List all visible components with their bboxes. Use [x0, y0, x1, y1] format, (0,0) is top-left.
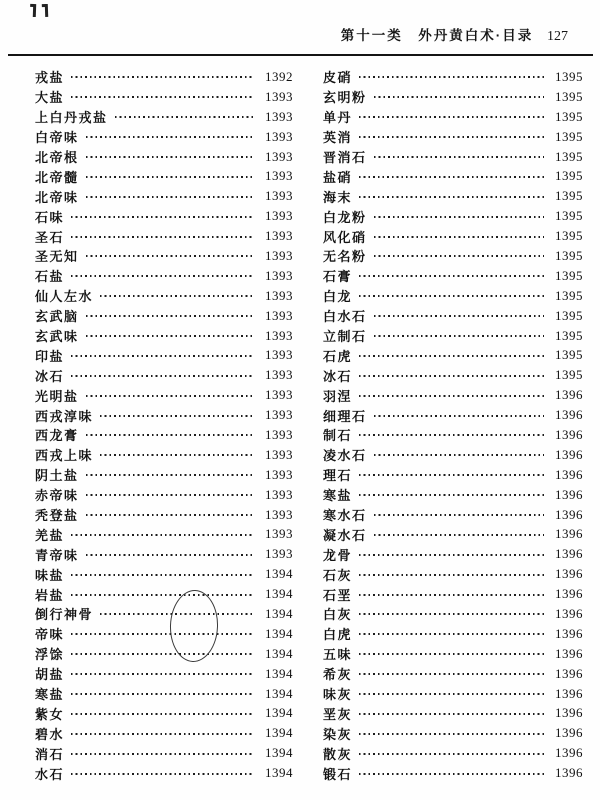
toc-entry-term: 味灰 [323, 687, 353, 703]
dot-leader [86, 156, 254, 158]
toc-entry-page: 1395 [555, 367, 583, 383]
toc-entry-page: 1396 [555, 625, 583, 641]
dot-leader [71, 236, 254, 238]
toc-entry-page: 1395 [555, 287, 583, 303]
toc-entry [323, 485, 583, 505]
toc-entry-term: 阴土盐 [35, 468, 79, 484]
dot-leader [374, 236, 544, 238]
toc-column-left [35, 67, 293, 783]
toc-entry-page: 1393 [265, 188, 293, 204]
toc-entry-term: 无名粉 [323, 249, 367, 265]
toc-entry-term: 盐硝 [323, 169, 353, 185]
toc-entry [35, 743, 293, 763]
toc-entry-term: 圣石 [35, 229, 65, 245]
toc-entry-term: 石灰 [323, 567, 353, 583]
toc-entry [323, 604, 583, 624]
dot-leader [71, 216, 254, 218]
toc-entry [323, 704, 583, 724]
dot-leader [359, 494, 544, 496]
dot-leader [86, 514, 254, 516]
dot-leader [71, 693, 254, 695]
toc-entry [323, 544, 583, 564]
toc-entry-page: 1394 [265, 566, 293, 582]
toc-entry-term: 石味 [35, 209, 65, 225]
dot-leader [374, 216, 544, 218]
dot-leader [71, 534, 254, 536]
toc-entry [35, 326, 293, 346]
toc-entry [323, 147, 583, 167]
toc-entry-page: 1396 [555, 506, 583, 522]
header-rule [8, 54, 593, 56]
toc-entry [35, 345, 293, 365]
toc-entry-page: 1393 [265, 208, 293, 224]
dot-leader [115, 116, 254, 118]
toc-entry-page: 1395 [555, 347, 583, 363]
toc-entry-page: 1396 [555, 566, 583, 582]
toc-entry-page: 1393 [265, 526, 293, 542]
dot-leader [374, 255, 544, 257]
toc-entry-page: 1395 [555, 307, 583, 323]
toc-entry-term: 石盐 [35, 269, 65, 285]
toc-entry-term: 寒盐 [323, 488, 353, 504]
toc-entry-term: 制石 [323, 428, 353, 444]
toc-entry-page: 1393 [265, 506, 293, 522]
toc-entry [35, 624, 293, 644]
toc-entry-term: 西戎上味 [35, 448, 94, 464]
toc-entry-term: 晋消石 [323, 150, 367, 165]
toc-entry [323, 624, 583, 644]
dot-leader [71, 574, 254, 576]
toc-entry-term: 青帝味 [35, 547, 79, 563]
toc-entry-term: 石膏 [323, 269, 353, 285]
toc-entry-page: 1393 [265, 407, 293, 423]
dot-leader [86, 136, 254, 138]
toc-entry-page: 1396 [555, 605, 583, 621]
dot-leader [359, 474, 544, 476]
toc-entry [35, 306, 293, 326]
toc-entry-term: 英消 [323, 130, 353, 146]
toc-entry [323, 405, 583, 425]
toc-entry [323, 365, 583, 385]
toc-entry-term: 立制石 [323, 329, 367, 345]
toc-column-right [323, 67, 583, 783]
toc-entry-page: 1394 [265, 705, 293, 721]
toc-entry [323, 664, 583, 684]
toc-entry [35, 524, 293, 544]
dot-leader [86, 335, 254, 337]
toc-entry [323, 505, 583, 525]
toc-entry-page: 1394 [265, 685, 293, 701]
toc-entry-term: 白水石 [323, 309, 367, 325]
toc-entry-term: 锻石 [323, 766, 353, 782]
toc-entry-term: 散灰 [323, 746, 353, 762]
dot-leader [86, 434, 254, 436]
toc-entry-page: 1393 [265, 88, 293, 104]
toc-entry-page: 1396 [555, 745, 583, 761]
toc-entry-page: 1393 [265, 466, 293, 482]
toc-entry-page: 1393 [265, 367, 293, 383]
dot-leader [374, 534, 544, 536]
toc-entry [35, 763, 293, 783]
toc-entry [323, 445, 583, 465]
toc-entry [35, 544, 293, 564]
dot-leader [359, 176, 544, 178]
toc-entry-term: 希灰 [323, 667, 353, 683]
dot-leader [359, 693, 544, 695]
toc-entry-page: 1395 [555, 148, 583, 164]
dot-leader [359, 434, 544, 436]
toc-entry [35, 465, 293, 485]
toc-entry [323, 425, 583, 445]
toc-entry [35, 644, 293, 664]
dot-leader [71, 733, 254, 735]
toc-entry [323, 326, 583, 346]
toc-entry-page: 1395 [555, 247, 583, 263]
toc-entry-page: 1393 [265, 546, 293, 562]
toc-entry [323, 584, 583, 604]
toc-entry-page: 1393 [265, 426, 293, 442]
toc-entry-page: 1395 [555, 168, 583, 184]
toc-entry-page: 1395 [555, 228, 583, 244]
toc-entry-page: 1393 [265, 267, 293, 283]
toc-entry [323, 684, 583, 704]
toc-entry [35, 87, 293, 107]
dot-leader [374, 454, 544, 456]
dot-leader [71, 355, 254, 357]
toc-entry-term: 秃登盐 [35, 508, 79, 524]
toc-entry [323, 246, 583, 266]
toc-entry-page: 1396 [555, 526, 583, 542]
toc-entry-term: 赤帝味 [35, 488, 79, 504]
dot-leader [359, 574, 544, 576]
toc-entry-term: 戎盐 [35, 70, 65, 86]
toc-entry-term: 西戎淳味 [35, 408, 94, 424]
toc-entry-page: 1394 [265, 586, 293, 602]
toc-entry-page: 1393 [265, 148, 293, 164]
toc-entry-term: 白龙粉 [323, 209, 367, 225]
toc-entry-term: 五味 [323, 647, 353, 663]
dot-leader [71, 673, 254, 675]
toc-entry [323, 763, 583, 783]
toc-entry-page: 1395 [555, 208, 583, 224]
toc-entry-term: 胡盐 [35, 667, 65, 683]
running-header [341, 24, 568, 45]
toc-entry-term: 水石 [35, 766, 65, 782]
dot-leader [71, 275, 254, 277]
toc-entry-page: 1393 [265, 486, 293, 502]
toc-entry [35, 684, 293, 704]
toc-entry-term: 玄武脑 [35, 309, 79, 325]
toc-entry-page: 1395 [555, 68, 583, 84]
toc-entry-term: 羽涅 [323, 388, 353, 404]
toc-entry [323, 107, 583, 127]
toc-entry [323, 186, 583, 206]
toc-entry-term: 味盐 [35, 567, 65, 583]
dot-leader [71, 653, 254, 655]
toc-entry-page: 1394 [265, 605, 293, 621]
dot-leader [359, 753, 544, 755]
toc-entry [323, 723, 583, 743]
toc-entry-page: 1396 [555, 387, 583, 403]
toc-entry-term: 凝水石 [323, 527, 367, 543]
toc-entry [323, 644, 583, 664]
toc-entry-term: 羌盐 [35, 527, 65, 543]
toc-entry-term: 碧水 [35, 726, 65, 742]
toc-entry [35, 166, 293, 186]
toc-entry-term: 白帝味 [35, 130, 79, 146]
toc-entry-page: 1392 [265, 68, 293, 84]
dot-leader [100, 295, 254, 297]
dot-leader [71, 713, 254, 715]
dot-leader [359, 295, 544, 297]
toc-entry [323, 127, 583, 147]
dot-leader [71, 594, 254, 596]
dot-leader [359, 633, 544, 635]
toc-entry-term: 消石 [35, 746, 65, 762]
toc-entry [323, 345, 583, 365]
toc-entry-page: 1395 [555, 267, 583, 283]
toc-entry [35, 107, 293, 127]
toc-entry [35, 485, 293, 505]
dot-leader [100, 415, 254, 417]
toc-entry-term: 冰石 [35, 368, 65, 384]
toc-entry [35, 564, 293, 584]
toc-entry [35, 385, 293, 405]
toc-entry [35, 147, 293, 167]
toc-entry [35, 266, 293, 286]
running-header-title: 第十一类 外丹黄白术·目录 [340, 28, 534, 43]
toc-entry-page: 1394 [265, 665, 293, 681]
toc-entry [35, 584, 293, 604]
toc-entry-term: 上白丹戎盐 [35, 110, 108, 126]
dot-leader [374, 415, 544, 417]
toc-entry-term: 垩灰 [323, 706, 353, 722]
toc-entry-term: 石垩 [323, 587, 353, 603]
toc-entry-page: 1395 [555, 327, 583, 343]
toc-entry-page: 1393 [265, 387, 293, 403]
toc-entry-page: 1394 [265, 625, 293, 641]
dot-leader [71, 773, 254, 775]
dot-leader [359, 375, 544, 377]
dot-leader [359, 355, 544, 357]
toc-entry-page: 1396 [555, 645, 583, 661]
toc-entry [323, 87, 583, 107]
toc-entry-term: 白龙 [323, 289, 353, 305]
dot-leader [71, 76, 254, 78]
toc-entry-page: 1396 [555, 685, 583, 701]
toc-entry-page: 1394 [265, 725, 293, 741]
dot-leader [100, 613, 254, 615]
toc-entry [323, 564, 583, 584]
dot-leader [86, 196, 254, 198]
dot-leader [86, 255, 254, 257]
dot-leader [86, 176, 254, 178]
dot-leader [71, 96, 254, 98]
toc-entry [323, 385, 583, 405]
toc-entry-page: 1394 [265, 745, 293, 761]
toc-entry-page: 1393 [265, 327, 293, 343]
toc-entry-page: 1396 [555, 725, 583, 741]
dot-leader [359, 733, 544, 735]
toc-entry-term: 圣无知 [35, 249, 79, 265]
toc-entry-term: 北帝味 [35, 189, 79, 205]
toc-entry-term: 玄明粉 [323, 90, 367, 106]
toc-entry [323, 166, 583, 186]
toc-entry [35, 127, 293, 147]
dot-leader [71, 375, 254, 377]
toc-entry-term: 风化硝 [323, 229, 367, 245]
toc-entry-term: 单丹 [323, 110, 353, 126]
toc-entry [35, 664, 293, 684]
toc-entry-term: 北帝髓 [35, 169, 79, 185]
toc-entry [35, 67, 293, 87]
toc-entry-page: 1396 [555, 407, 583, 423]
toc-entry-page: 1395 [555, 108, 583, 124]
dot-leader [374, 96, 544, 98]
running-header-page-number: 127 [547, 29, 568, 44]
dot-leader [359, 713, 544, 715]
toc-entry-term: 龙骨 [323, 547, 353, 563]
dot-leader [359, 395, 544, 397]
toc-entry-term: 帝味 [35, 627, 65, 643]
toc-entry [35, 425, 293, 445]
toc-entry [323, 67, 583, 87]
toc-entry-page: 1394 [265, 645, 293, 661]
toc-entry-term: 仙人左水 [35, 289, 94, 305]
page-edge-mark [45, 4, 48, 17]
toc-entry-term: 光明盐 [35, 388, 79, 404]
toc-entry [35, 246, 293, 266]
toc-entry [323, 306, 583, 326]
toc-entry [323, 286, 583, 306]
toc-entry-term: 石虎 [323, 348, 353, 364]
toc-entry-page: 1393 [265, 168, 293, 184]
toc-entry-term: 倒行神骨 [35, 607, 94, 623]
toc-entry-term: 紫女 [35, 706, 65, 722]
toc-entry-page: 1395 [555, 88, 583, 104]
toc-entry-page: 1396 [555, 466, 583, 482]
toc-entry [35, 445, 293, 465]
toc-entry-term: 染灰 [323, 726, 353, 742]
toc-entry [323, 743, 583, 763]
toc-entry-page: 1393 [265, 108, 293, 124]
toc-entry-page: 1396 [555, 546, 583, 562]
dot-leader [359, 196, 544, 198]
toc-entry-page: 1393 [265, 247, 293, 263]
toc-entry [35, 704, 293, 724]
toc-entry-page: 1396 [555, 765, 583, 781]
dot-leader [374, 335, 544, 337]
toc-entry-page: 1396 [555, 665, 583, 681]
toc-entry-page: 1396 [555, 586, 583, 602]
dot-leader [359, 275, 544, 277]
dot-leader [374, 315, 544, 317]
dot-leader [86, 494, 254, 496]
dot-leader [100, 454, 254, 456]
toc-entry-term: 寒水石 [323, 508, 367, 524]
dot-leader [359, 594, 544, 596]
toc-entry-term: 北帝根 [35, 150, 79, 165]
toc-entry-page: 1396 [555, 705, 583, 721]
toc-entry [323, 524, 583, 544]
toc-entry-term: 白灰 [323, 607, 353, 623]
toc-entry [323, 226, 583, 246]
dot-leader [374, 514, 544, 516]
toc-entry-page: 1393 [265, 347, 293, 363]
toc-entry [35, 286, 293, 306]
toc-entry-page: 1393 [265, 307, 293, 323]
dot-leader [374, 156, 544, 158]
page-edge-mark [33, 4, 36, 17]
toc-entry-term: 大盐 [35, 90, 65, 106]
dot-leader [359, 116, 544, 118]
toc-entry [35, 365, 293, 385]
toc-entry-page: 1393 [265, 446, 293, 462]
toc-entry-page: 1396 [555, 426, 583, 442]
toc-entry-page: 1393 [265, 128, 293, 144]
toc-entry-term: 浮馀 [35, 647, 65, 663]
toc-entry [35, 186, 293, 206]
toc-entry [323, 206, 583, 226]
toc-entry [323, 465, 583, 485]
toc-entry-page: 1393 [265, 228, 293, 244]
dot-leader [86, 474, 254, 476]
dot-leader [86, 554, 254, 556]
dot-leader [359, 773, 544, 775]
toc-entry-term: 白虎 [323, 627, 353, 643]
toc-entry-page: 1395 [555, 188, 583, 204]
toc-entry-term: 岩盐 [35, 587, 65, 603]
toc-entry-term: 细理石 [323, 408, 367, 424]
dot-leader [359, 673, 544, 675]
toc-entry [35, 206, 293, 226]
toc-entry [35, 505, 293, 525]
dot-leader [359, 554, 544, 556]
dot-leader [359, 613, 544, 615]
toc-entry-page: 1396 [555, 446, 583, 462]
toc-entry-page: 1396 [555, 486, 583, 502]
toc-entry-term: 玄武味 [35, 329, 79, 345]
toc-entry-page: 1394 [265, 765, 293, 781]
toc-entry-term: 西龙膏 [35, 428, 79, 444]
toc-entry-term: 皮硝 [323, 70, 353, 86]
toc-entry-term: 凌水石 [323, 448, 367, 464]
toc-entry-term: 寒盐 [35, 687, 65, 703]
toc-entry-term: 理石 [323, 468, 353, 484]
dot-leader [359, 653, 544, 655]
dot-leader [86, 395, 254, 397]
toc-entry [35, 405, 293, 425]
dot-leader [71, 633, 254, 635]
toc-entry-page: 1395 [555, 128, 583, 144]
toc-entry-page: 1393 [265, 287, 293, 303]
toc-entry [35, 723, 293, 743]
dot-leader [359, 76, 544, 78]
dot-leader [359, 136, 544, 138]
dot-leader [71, 753, 254, 755]
toc-entry-term: 海末 [323, 189, 353, 205]
dot-leader [86, 315, 254, 317]
toc-entry-term: 冰石 [323, 368, 353, 384]
toc-entry [35, 604, 293, 624]
toc-entry-term: 印盐 [35, 348, 65, 364]
toc-entry [35, 226, 293, 246]
toc-entry [323, 266, 583, 286]
